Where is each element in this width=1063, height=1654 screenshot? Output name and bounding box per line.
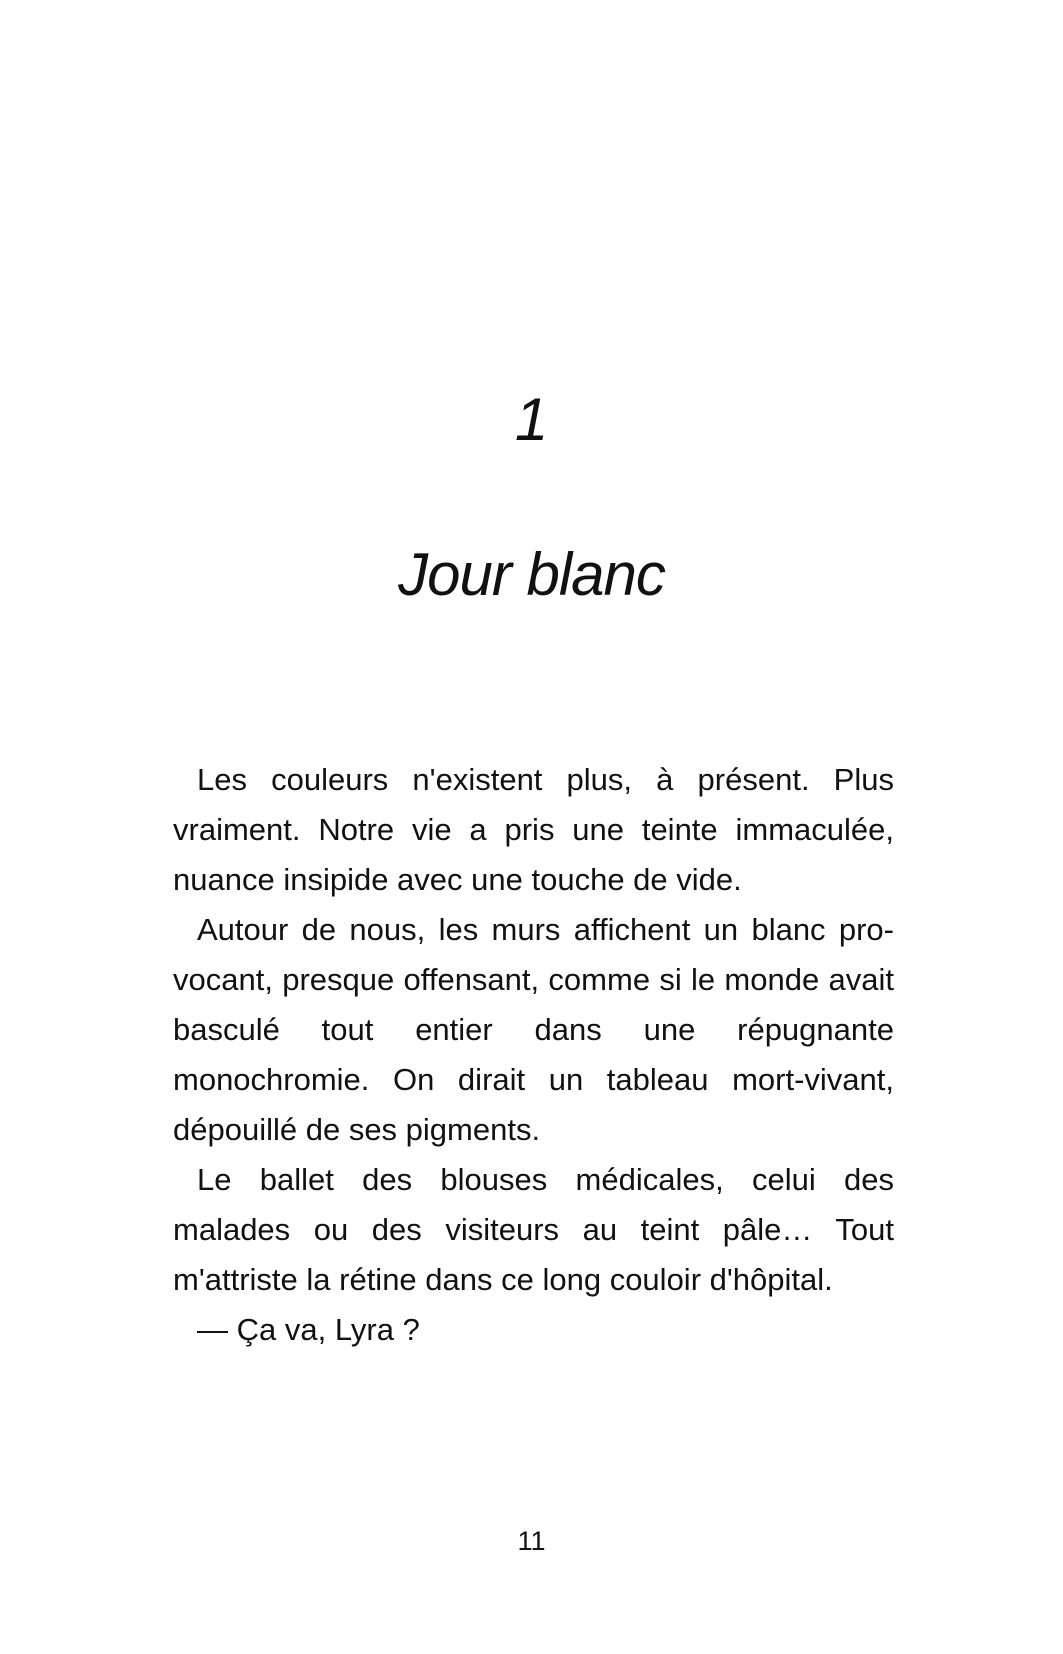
dialogue-line: — Ça va, Lyra ? [197,1312,420,1347]
chapter-number: 1 [514,386,549,453]
paragraph: Le ballet des blouses médicales, celui des malades ou des visiteurs au teint pâle… Tout m'attriste la rétine dans ce long couloir d'hôpital. [173,1162,894,1297]
chapter-body [173,755,894,1355]
chapter-title: Jour blanc [398,541,665,608]
paragraph: Les couleurs n'existent plus, à présent. Plus vraiment. Notre vie a pris une teinte immaculée, nuance insipide avec une touche de vide. [173,762,894,897]
page-number: 11 [517,1526,546,1556]
paragraph: Autour de nous, les murs affichent un blanc provocant, presque offensant, comme si le monde avait basculé tout entier dans une répugnante monochromie. On dirait un tableau mort-vivant, dépouillé de ses pigments. [173,912,894,1147]
